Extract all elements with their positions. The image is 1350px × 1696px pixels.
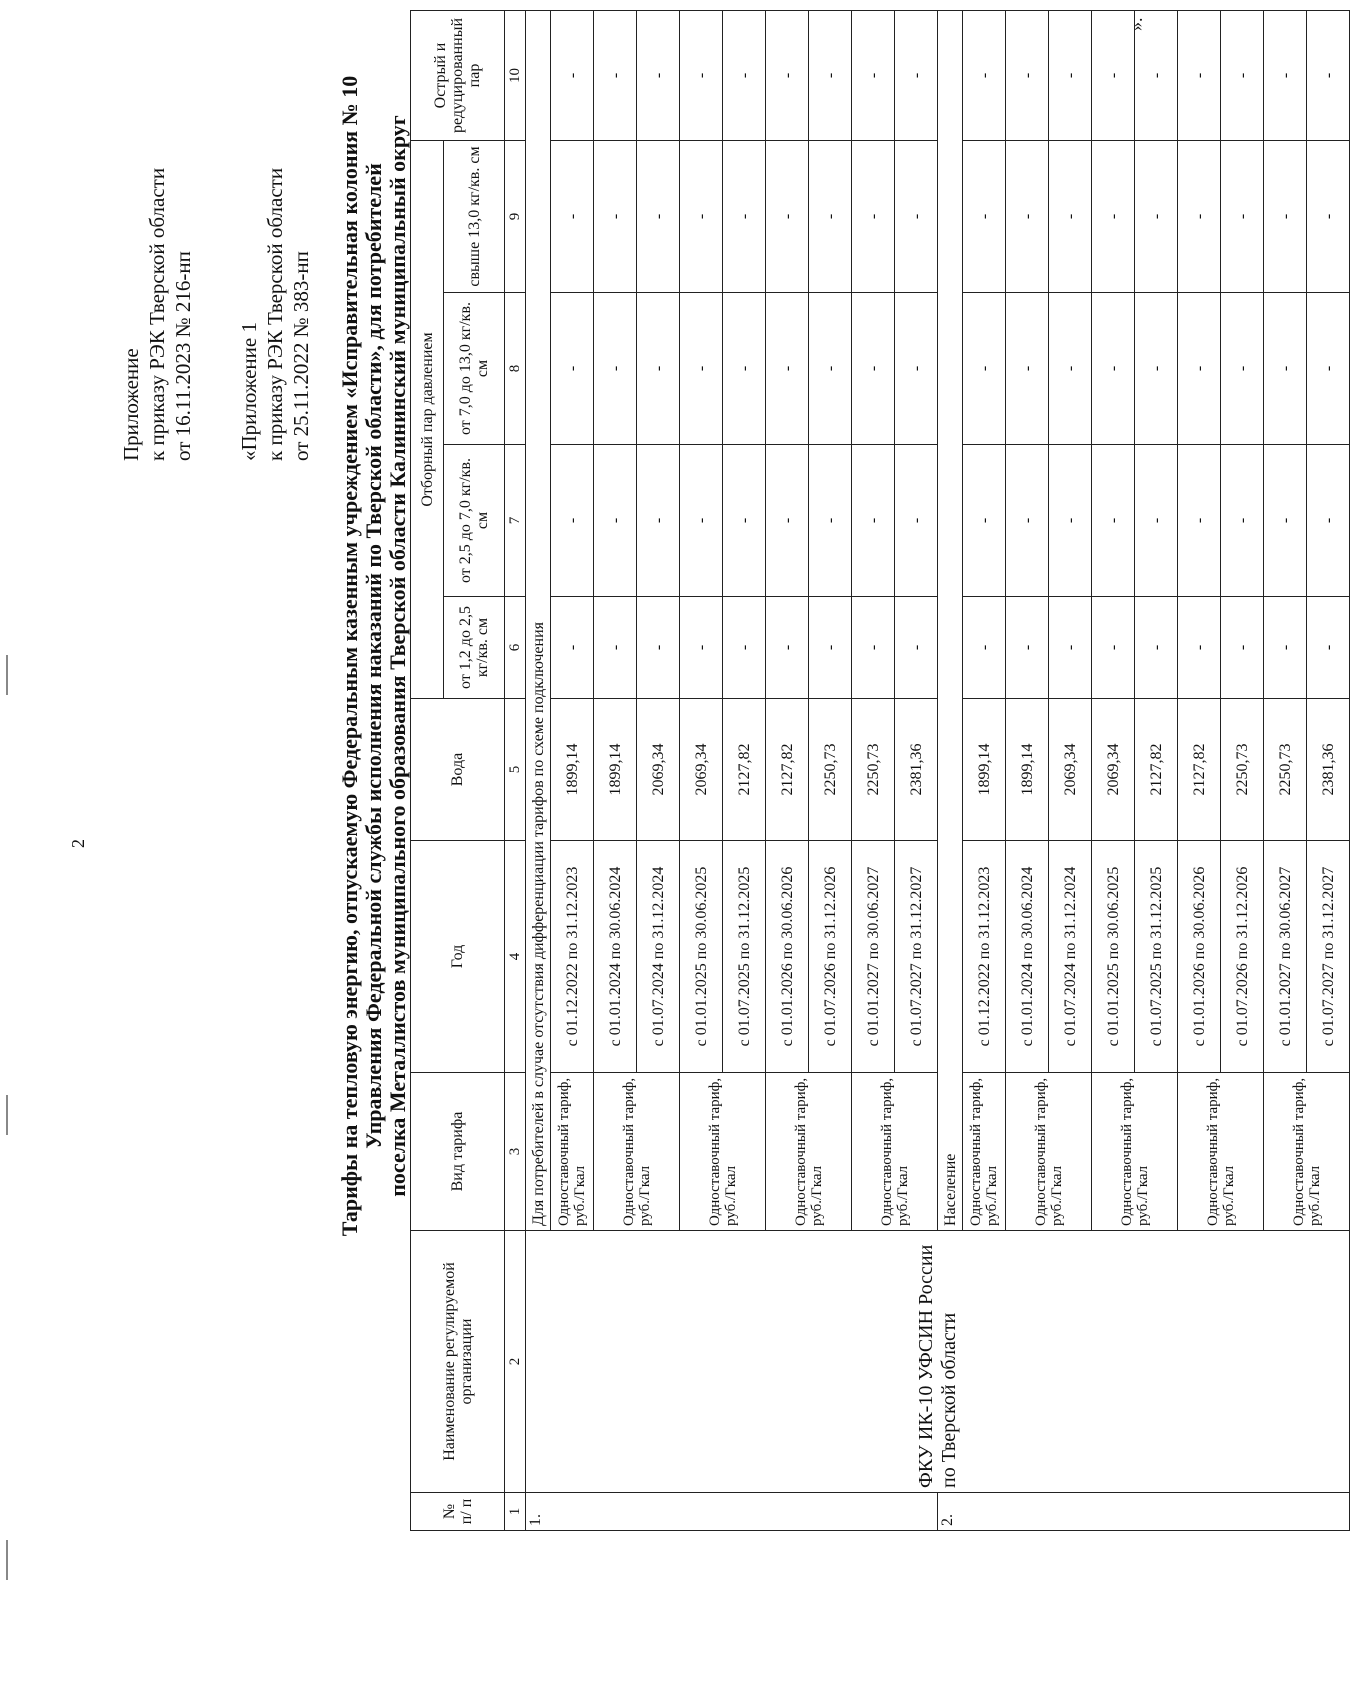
sharp-steam-value-cell: -: [680, 11, 723, 141]
pressure-3-value-cell: -: [895, 293, 938, 445]
pressure-2-value-cell: -: [1307, 445, 1350, 597]
sharp-steam-value-cell: -: [1049, 11, 1092, 141]
column-number-cell: 2: [505, 1231, 526, 1493]
pressure-1-value-cell: -: [723, 597, 766, 699]
header-sharp-steam: Острый и редуцированный пар: [411, 11, 505, 141]
period-cell: с 01.07.2024 по 31.12.2024: [1049, 841, 1092, 1073]
column-number-cell: 4: [505, 841, 526, 1073]
sharp-steam-value-cell: -: [1092, 11, 1135, 141]
organization-name: ФКУ ИК-10 УФСИН России по Тверской области: [526, 1231, 1350, 1493]
pressure-1-value-cell: -: [551, 597, 594, 699]
column-number-cell: 3: [505, 1073, 526, 1231]
tariff-table: [410, 10, 1350, 1531]
pressure-3-value-cell: -: [680, 293, 723, 445]
header-pressure-2: от 2,5 до 7,0 кг/кв. см: [444, 445, 505, 597]
pressure-1-value-cell: -: [963, 597, 1006, 699]
sharp-steam-value-cell: -: [1178, 11, 1221, 141]
period-cell: с 01.01.2027 по 30.06.2027: [1264, 841, 1307, 1073]
water-value-cell: 2381,36: [895, 699, 938, 841]
pressure-4-value-cell: -: [809, 141, 852, 293]
pressure-1-value-cell: -: [1178, 597, 1221, 699]
appendix-amended-line3: от 25.11.2022 № 383-нп: [289, 251, 313, 461]
pressure-4-value-cell: -: [1135, 141, 1178, 293]
pressure-1-value-cell: -: [637, 597, 680, 699]
pressure-1-value-cell: -: [1092, 597, 1135, 699]
page-number: 2: [68, 839, 88, 848]
pressure-3-value-cell: -: [809, 293, 852, 445]
water-value-cell: 2069,34: [1092, 699, 1135, 841]
pressure-4-value-cell: -: [594, 141, 637, 293]
column-number-cell: 5: [505, 699, 526, 841]
sharp-steam-value-cell: -: [1221, 11, 1264, 141]
water-value-cell: 1899,14: [594, 699, 637, 841]
pressure-4-value-cell: -: [766, 141, 809, 293]
water-value-cell: 2250,73: [809, 699, 852, 841]
pressure-3-value-cell: -: [551, 293, 594, 445]
sharp-steam-value-cell: -: [1006, 11, 1049, 141]
sharp-steam-value-cell: -: [1307, 11, 1350, 141]
pressure-2-value-cell: -: [594, 445, 637, 597]
group-title: Население: [938, 11, 963, 1231]
pressure-4-value-cell: -: [1006, 141, 1049, 293]
pressure-2-value-cell: -: [1092, 445, 1135, 597]
title-line1: Тарифы на тепловую энергию, отпускаемую Федеральным казенным учреждением «Исправительная колония № 10: [337, 75, 362, 1237]
appendix-current-line3: от 16.11.2023 № 216-нп: [171, 251, 195, 461]
pressure-3-value-cell: -: [1264, 293, 1307, 445]
appendix-current-reference: [118, 168, 196, 461]
pressure-2-value-cell: -: [963, 445, 1006, 597]
pressure-1-value-cell: -: [594, 597, 637, 699]
pressure-3-value-cell: -: [1006, 293, 1049, 445]
pressure-4-value-cell: -: [680, 141, 723, 293]
pressure-3-value-cell: -: [637, 293, 680, 445]
pressure-2-value-cell: -: [1264, 445, 1307, 597]
pressure-4-value-cell: -: [963, 141, 1006, 293]
pressure-1-value-cell: -: [1307, 597, 1350, 699]
pressure-1-value-cell: -: [1049, 597, 1092, 699]
pressure-4-value-cell: -: [1307, 141, 1350, 293]
pressure-1-value-cell: -: [1135, 597, 1178, 699]
column-number-cell: 10: [505, 11, 526, 141]
pressure-3-value-cell: -: [723, 293, 766, 445]
sharp-steam-value-cell: -: [723, 11, 766, 141]
period-cell: с 01.07.2025 по 31.12.2025: [723, 841, 766, 1073]
pressure-1-value-cell: -: [766, 597, 809, 699]
pressure-3-value-cell: -: [1092, 293, 1135, 445]
period-cell: с 01.01.2025 по 30.06.2025: [1092, 841, 1135, 1073]
water-value-cell: 1899,14: [963, 699, 1006, 841]
pressure-1-value-cell: -: [895, 597, 938, 699]
water-value-cell: 1899,14: [551, 699, 594, 841]
pressure-2-value-cell: -: [852, 445, 895, 597]
sharp-steam-value-cell: -: [895, 11, 938, 141]
water-value-cell: 2127,82: [723, 699, 766, 841]
pressure-4-value-cell: -: [852, 141, 895, 293]
pressure-2-value-cell: -: [809, 445, 852, 597]
water-value-cell: 2381,36: [1307, 699, 1350, 841]
pressure-2-value-cell: -: [723, 445, 766, 597]
pressure-4-value-cell: -: [1264, 141, 1307, 293]
tariff-kind-cell: Одноставочный тариф, руб./Гкал: [766, 1073, 852, 1231]
tariff-kind-cell: Одноставочный тариф, руб./Гкал: [594, 1073, 680, 1231]
period-cell: с 01.01.2026 по 30.06.2026: [1178, 841, 1221, 1073]
pressure-1-value-cell: -: [680, 597, 723, 699]
pressure-4-value-cell: -: [1221, 141, 1264, 293]
tariff-kind-cell: Одноставочный тариф, руб./Гкал: [1178, 1073, 1264, 1231]
tariff-kind-cell: Одноставочный тариф, руб./Гкал: [963, 1073, 1006, 1231]
pressure-3-value-cell: -: [1135, 293, 1178, 445]
water-value-cell: 2127,82: [766, 699, 809, 841]
pressure-2-value-cell: -: [637, 445, 680, 597]
pressure-1-value-cell: -: [852, 597, 895, 699]
period-cell: с 01.01.2026 по 30.06.2026: [766, 841, 809, 1073]
sharp-steam-value-cell: -: [852, 11, 895, 141]
pressure-2-value-cell: -: [766, 445, 809, 597]
period-cell: с 01.12.2022 по 31.12.2023: [963, 841, 1006, 1073]
column-number-row: [505, 11, 526, 1531]
pressure-2-value-cell: -: [1135, 445, 1178, 597]
sharp-steam-value-cell: -: [809, 11, 852, 141]
pressure-1-value-cell: -: [1006, 597, 1049, 699]
period-cell: с 01.07.2026 по 31.12.2026: [809, 841, 852, 1073]
pressure-2-value-cell: -: [895, 445, 938, 597]
appendix-current-line2: к приказу РЭК Тверской области: [145, 167, 169, 461]
water-value-cell: 2250,73: [852, 699, 895, 841]
pressure-4-value-cell: -: [1049, 141, 1092, 293]
tariff-kind-cell: Одноставочный тариф, руб./Гкал: [680, 1073, 766, 1231]
header-organization: Наименование регулируемой организации: [411, 1231, 505, 1493]
period-cell: с 01.07.2027 по 31.12.2027: [1307, 841, 1350, 1073]
sharp-steam-value-cell: -: [766, 11, 809, 141]
period-cell: с 01.01.2025 по 30.06.2025: [680, 841, 723, 1073]
pressure-3-value-cell: -: [1178, 293, 1221, 445]
appendix-current-line1: Приложение: [119, 348, 143, 461]
title-line3: поселка Металлистов муниципального образования Тверской области Калининский муниципальный округ: [385, 115, 410, 1197]
water-value-cell: 2127,82: [1178, 699, 1221, 841]
pressure-4-value-cell: -: [723, 141, 766, 293]
pressure-3-value-cell: -: [1049, 293, 1092, 445]
header-pressure-1: от 1,2 до 2,5 кг/кв. см: [444, 597, 505, 699]
period-cell: с 01.01.2024 по 30.06.2024: [1006, 841, 1049, 1073]
sharp-steam-value-cell: -: [637, 11, 680, 141]
pressure-2-value-cell: -: [1049, 445, 1092, 597]
period-cell: с 01.12.2022 по 31.12.2023: [551, 841, 594, 1073]
pressure-2-value-cell: -: [680, 445, 723, 597]
header-year: Год: [411, 841, 505, 1073]
tariff-kind-cell: Одноставочный тариф, руб./Гкал: [551, 1073, 594, 1231]
pressure-1-value-cell: -: [809, 597, 852, 699]
group-index: 2.: [938, 1493, 1350, 1531]
pressure-4-value-cell: -: [551, 141, 594, 293]
pressure-2-value-cell: -: [1221, 445, 1264, 597]
pressure-2-value-cell: -: [1178, 445, 1221, 597]
tariff-kind-cell: Одноставочный тариф, руб./Гкал: [1006, 1073, 1092, 1231]
water-value-cell: 2250,73: [1264, 699, 1307, 841]
sharp-steam-value-cell: -: [594, 11, 637, 141]
document-title: [338, 0, 410, 1316]
pressure-3-value-cell: -: [1307, 293, 1350, 445]
pressure-1-value-cell: -: [1221, 597, 1264, 699]
water-value-cell: 2069,34: [637, 699, 680, 841]
period-cell: с 01.07.2027 по 31.12.2027: [895, 841, 938, 1073]
period-cell: с 01.01.2024 по 30.06.2024: [594, 841, 637, 1073]
water-value-cell: 2250,73: [1221, 699, 1264, 841]
water-value-cell: 1899,14: [1006, 699, 1049, 841]
column-number-cell: 6: [505, 597, 526, 699]
header-tariff-kind: Вид тарифа: [411, 1073, 505, 1231]
header-number: № п/ п: [411, 1493, 505, 1531]
period-cell: с 01.07.2025 по 31.12.2025: [1135, 841, 1178, 1073]
sharp-steam-value-cell: -: [551, 11, 594, 141]
tariff-kind-cell: Одноставочный тариф, руб./Гкал: [852, 1073, 938, 1231]
period-cell: с 01.07.2024 по 31.12.2024: [637, 841, 680, 1073]
title-line2: Управления Федеральной службы исполнения наказаний по Тверской области», для потребителей: [361, 163, 386, 1149]
pressure-4-value-cell: -: [895, 141, 938, 293]
pressure-4-value-cell: -: [1178, 141, 1221, 293]
column-number-cell: 8: [505, 293, 526, 445]
group-row: [526, 11, 551, 1531]
sharp-steam-value-cell: -: [1264, 11, 1307, 141]
group-index: 1.: [526, 1493, 938, 1531]
sharp-steam-value-cell: -: [1135, 11, 1178, 141]
pressure-2-value-cell: -: [1006, 445, 1049, 597]
header-water: Вода: [411, 699, 505, 841]
column-number-cell: 1: [505, 1493, 526, 1531]
pressure-2-value-cell: -: [551, 445, 594, 597]
column-number-cell: 7: [505, 445, 526, 597]
pressure-3-value-cell: -: [1221, 293, 1264, 445]
pressure-3-value-cell: -: [766, 293, 809, 445]
pressure-1-value-cell: -: [1264, 597, 1307, 699]
water-value-cell: 2069,34: [1049, 699, 1092, 841]
closing-quote-mark: ».: [1126, 17, 1146, 31]
header-steam-group: Отборный пар давлением: [411, 141, 444, 699]
period-cell: с 01.01.2027 по 30.06.2027: [852, 841, 895, 1073]
group-title: Для потребителей в случае отсутствия дифференциации тарифов по схеме подключения: [526, 11, 551, 1231]
pressure-3-value-cell: -: [852, 293, 895, 445]
header-pressure-3: от 7,0 до 13,0 кг/кв. см: [444, 293, 505, 445]
pressure-4-value-cell: -: [1092, 141, 1135, 293]
column-number-cell: 9: [505, 141, 526, 293]
pressure-3-value-cell: -: [963, 293, 1006, 445]
sharp-steam-value-cell: -: [963, 11, 1006, 141]
appendix-amended-reference: [236, 168, 314, 461]
header-pressure-4: свыше 13,0 кг/кв. см: [444, 141, 505, 293]
appendix-amended-line2: к приказу РЭК Тверской области: [263, 167, 287, 461]
tariff-kind-cell: Одноставочный тариф, руб./Гкал: [1264, 1073, 1350, 1231]
tariff-kind-cell: Одноставочный тариф, руб./Гкал: [1092, 1073, 1178, 1231]
water-value-cell: 2127,82: [1135, 699, 1178, 841]
pressure-4-value-cell: -: [637, 141, 680, 293]
water-value-cell: 2069,34: [680, 699, 723, 841]
pressure-3-value-cell: -: [594, 293, 637, 445]
tariff-table-body: [526, 11, 1350, 1531]
period-cell: с 01.07.2026 по 31.12.2026: [1221, 841, 1264, 1073]
appendix-amended-line1: «Приложение 1: [237, 322, 261, 461]
